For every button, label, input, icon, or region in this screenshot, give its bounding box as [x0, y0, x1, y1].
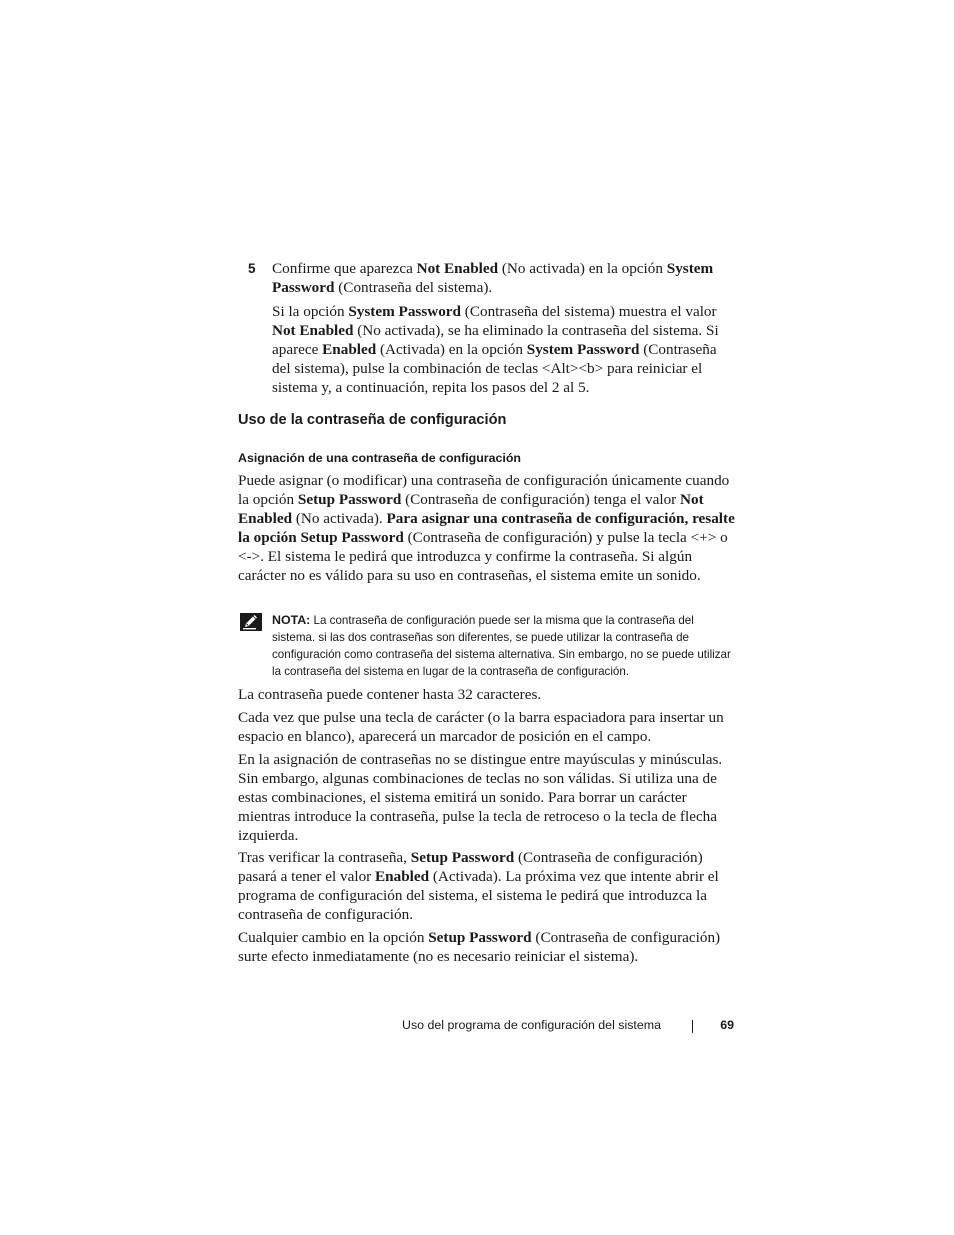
step-5-detail: Si la opción System Password (Contraseña del sistema) muestra el valor Not Enabled (No activada), se ha eliminado la contraseña del sistema. Si aparece Enabled (Activada) en la opción System Password (Contraseña del sistema), pulse la combinación de teclas <Alt><b> para reiniciar el sistema y, a continuación, repita los pasos del 2 al 5. — [272, 303, 719, 396]
step-5-instruction: Confirme que aparezca Not Enabled (No activada) en la opción System Password (Contraseña del sistema). — [272, 260, 714, 296]
paragraph-immediate-effect: Cualquier cambio en la opción Setup Password (Contraseña de configuración) surte efecto inmediatamente (no es necesario reiniciar el sistema). — [238, 929, 721, 965]
paragraph-placeholder: Cada vez que pulse una tecla de carácter (o la barra espaciadora para insertar un espacio en blanco), aparecerá un marcador de posición en el campo. — [238, 709, 724, 745]
note-box — [238, 612, 736, 680]
paragraph-after-verify: Tras verificar la contraseña, Setup Password (Contraseña de configuración) pasará a tener el valor Enabled (Activada). La próxima vez que intente abrir el programa de configuración del sistema, el sistema le pedirá que introduzca la contraseña de configuración. — [238, 849, 719, 923]
section-heading: Uso de la contraseña de configuración — [238, 412, 507, 428]
paragraph-max-length: La contraseña puede contener hasta 32 caracteres. — [238, 686, 542, 703]
page-footer — [402, 1015, 736, 1035]
pencil-note-icon — [240, 613, 262, 631]
note-label: NOTA: — [272, 613, 311, 627]
paragraph-case-insensitive: En la asignación de contraseñas no se distingue entre mayúsculas y minúsculas. Sin embargo, algunas combinaciones de teclas no son válidas. Si utiliza una de estas combinaciones, el sistema emitirá un sonido. Para borrar un carácter mientras introduce la contraseña, pulse la tecla de retroceso o la tecla de flecha izquierda. — [238, 751, 723, 844]
subsection-heading: Asignación de una contraseña de configuración — [238, 451, 521, 465]
paragraph-assign-password: Puede asignar (o modificar) una contraseña de configuración únicamente cuando la opción Setup Password (Contraseña de configuración) tenga el valor Not Enabled (No activada). Para asignar una contraseña de configuración, resalte la opción Setup Password (Contraseña de configuración) y pulse la tecla <+> o <->. El sistema le pedirá que introduzca y confirme la contraseña. Si algún carácter no es válido para su uso en contraseñas, el sistema emite un sonido. — [238, 472, 735, 584]
step-number: 5 — [248, 261, 256, 276]
page-number: 69 — [720, 1018, 734, 1032]
footer-separator — [692, 1020, 693, 1033]
step-5 — [248, 259, 738, 397]
footer-title: Uso del programa de configuración del sistema — [402, 1018, 661, 1032]
note-text: NOTA: La contraseña de configuración puede ser la misma que la contraseña del sistema. si las dos contraseñas son diferentes, se puede utilizar la contraseña de configuración como contraseña del sistema alternativa. Sin embargo, no se puede utilizar la contraseña del sistema en lugar de la contraseña de configuración. — [272, 613, 731, 678]
